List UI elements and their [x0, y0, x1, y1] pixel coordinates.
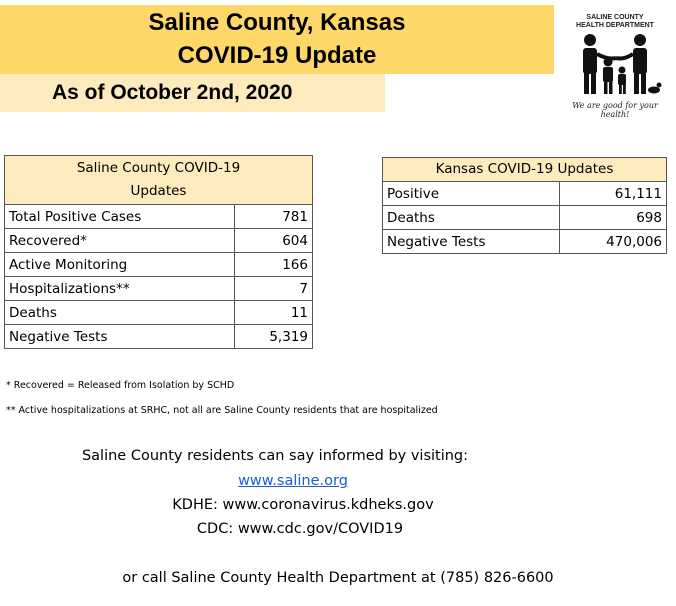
table-row [5, 205, 313, 229]
kansas-table [382, 157, 667, 254]
table-row [5, 301, 313, 325]
row-label: Hospitalizations** [5, 277, 235, 301]
row-label: Negative Tests [5, 325, 235, 349]
update-date: As of October 2nd, 2020 [52, 81, 293, 104]
saline-website-link[interactable]: www.saline.org [238, 473, 348, 489]
title-banner [0, 5, 554, 74]
footnote-hospitalizations: ** Active hospitalizations at SRHC, not all are Saline County residents that are hospitalized [6, 405, 438, 416]
page-title: Saline County, Kansas [148, 9, 406, 36]
row-value: 7 [235, 277, 313, 301]
table-row [5, 229, 313, 253]
health-department-logo [558, 4, 672, 118]
date-banner [0, 74, 385, 112]
kansas-table-header: Kansas COVID-19 Updates [383, 158, 667, 182]
row-value: 604 [235, 229, 313, 253]
row-label: Deaths [5, 301, 235, 325]
info-cdc: CDC: www.cdc.gov/COVID19 [196, 521, 404, 537]
saline-county-table [4, 155, 313, 349]
table-row [5, 253, 313, 277]
page-subtitle: COVID-19 Update [177, 42, 377, 69]
logo-tagline: We are good for your health! [572, 101, 658, 119]
table-row [5, 325, 313, 349]
table-row [383, 230, 667, 254]
row-value: 166 [235, 253, 313, 277]
saline-header-line-1: Saline County COVID-19 [76, 160, 241, 176]
row-label: Recovered* [5, 229, 235, 253]
row-value: 61,111 [560, 182, 667, 206]
row-label: Negative Tests [383, 230, 560, 254]
table-row [5, 277, 313, 301]
row-label: Active Monitoring [5, 253, 235, 277]
footnote-recovered: * Recovered = Released from Isolation by SCHD [6, 380, 235, 391]
row-value: 5,319 [235, 325, 313, 349]
row-value: 470,006 [560, 230, 667, 254]
logo-line-2: HEALTH DEPARTMENT [576, 22, 654, 29]
row-label: Total Positive Cases [5, 205, 235, 229]
saline-header-line-2: Updates [130, 183, 187, 199]
info-intro: Saline County residents can say informed by visiting: [81, 448, 469, 464]
row-value: 781 [235, 205, 313, 229]
saline-table-header [5, 156, 313, 205]
info-kdhe: KDHE: www.coronavirus.kdheks.gov [172, 497, 434, 513]
table-row [383, 206, 667, 230]
table-row [383, 182, 667, 206]
row-label: Positive [383, 182, 560, 206]
row-label: Deaths [383, 206, 560, 230]
row-value: 698 [560, 206, 667, 230]
info-call: or call Saline County Health Department at (785) 826-6600 [122, 570, 554, 586]
row-value: 11 [235, 301, 313, 325]
logo-line-1: SALINE COUNTY [586, 14, 644, 21]
